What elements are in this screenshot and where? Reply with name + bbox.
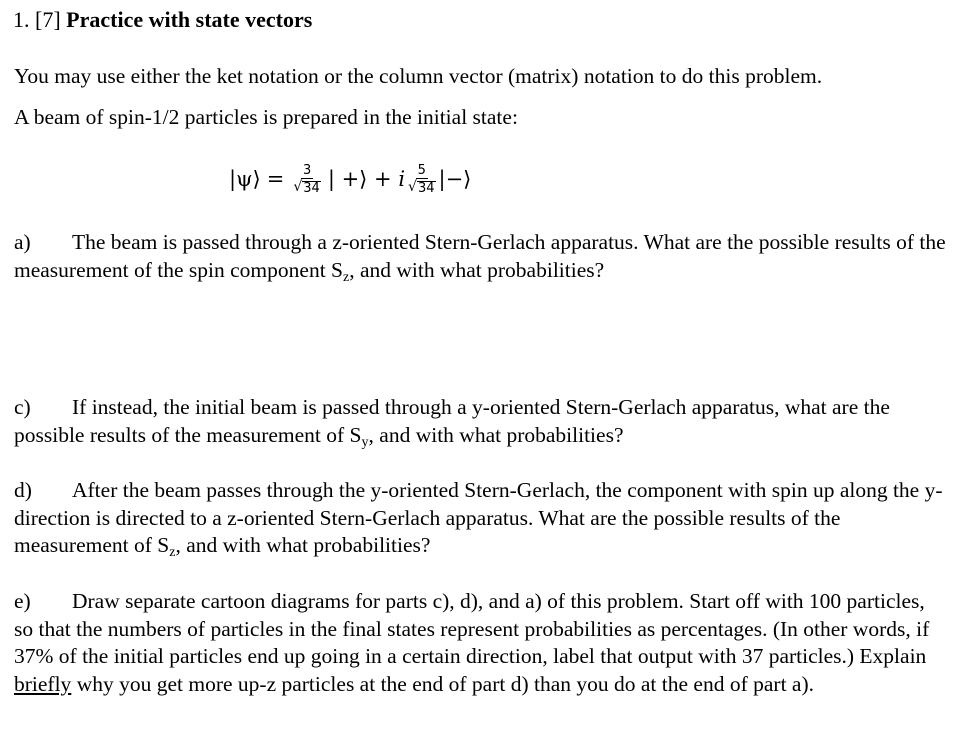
part-a [14, 229, 949, 284]
coefficient-2-denominator [408, 179, 435, 195]
part-e-text-end: why you get more up-z particles at the end of part d) than you do at the end of part a). [71, 671, 815, 696]
part-d [14, 477, 949, 560]
part-e-label: e) [14, 589, 31, 613]
coefficient-2-radicand: 34 [417, 181, 435, 196]
sqrt-symbol: √ [293, 179, 303, 195]
part-c-text-end: , and with what probabilities? [368, 422, 624, 447]
imaginary-unit: i [398, 167, 406, 191]
equation-lhs: |ψ⟩ [229, 167, 261, 191]
intro-line-1: You may use either the ket notation or the column vector (matrix) notation to do this problem. [14, 64, 823, 88]
part-e [14, 588, 949, 698]
coefficient-2 [408, 163, 435, 195]
intro-line-2: A beam of spin-1/2 particles is prepared in the initial state: [14, 105, 518, 129]
part-a-text-end: , and with what probabilities? [349, 257, 605, 282]
part-d-text: After the beam passes through the y-oriented Stern-Gerlach, the component with spin up along the y-direction is directed to a z-oriented Stern-Gerlach apparatus. What are the possible results of the measurement of S [14, 478, 943, 557]
part-d-label: d) [14, 478, 32, 502]
problem-title: Practice with state vectors [66, 7, 313, 32]
part-a-subscript: z [343, 269, 350, 285]
part-e-underlined-word: briefly [14, 671, 72, 696]
part-c-label: c) [14, 395, 31, 419]
ket-plus-term: | +⟩ + [327, 167, 399, 191]
coefficient-2-numerator: 5 [417, 163, 426, 178]
sqrt-symbol: √ [408, 179, 417, 195]
coefficient-1-numerator: 3 [302, 163, 312, 178]
part-c-subscript: y [361, 434, 369, 450]
ket-minus-term: |−⟩ [438, 167, 472, 191]
part-a-label: a) [14, 230, 31, 254]
equation-equals: = [266, 167, 285, 191]
coefficient-1-denominator [293, 179, 320, 195]
problem-number: 1. [7] [13, 7, 61, 32]
coefficient-1 [293, 163, 320, 195]
coefficient-1-radicand: 34 [303, 181, 320, 196]
part-c-text: If instead, the initial beam is passed through a y-oriented Stern-Gerlach apparatus, what are the possible results of the measurement of S [14, 395, 890, 447]
part-c [14, 394, 949, 449]
part-e-text: Draw separate cartoon diagrams for parts c), d), and a) of this problem. Start off with 100 particles, so that the numbers of particles in the final states represent probabilities as percentages. (In other words, if 37% of the initial particles end up going in a certain direction, label that output with 37 particles.) Explain [14, 589, 930, 668]
part-d-subscript: z [169, 545, 176, 560]
part-a-text: The beam is passed through a z-oriented Stern-Gerlach apparatus. What are the possible results of the measurement of the spin component S [14, 230, 946, 282]
initial-state-equation [229, 156, 471, 202]
part-d-text-end: , and with what probabilities? [175, 533, 431, 557]
problem-heading [13, 6, 312, 34]
